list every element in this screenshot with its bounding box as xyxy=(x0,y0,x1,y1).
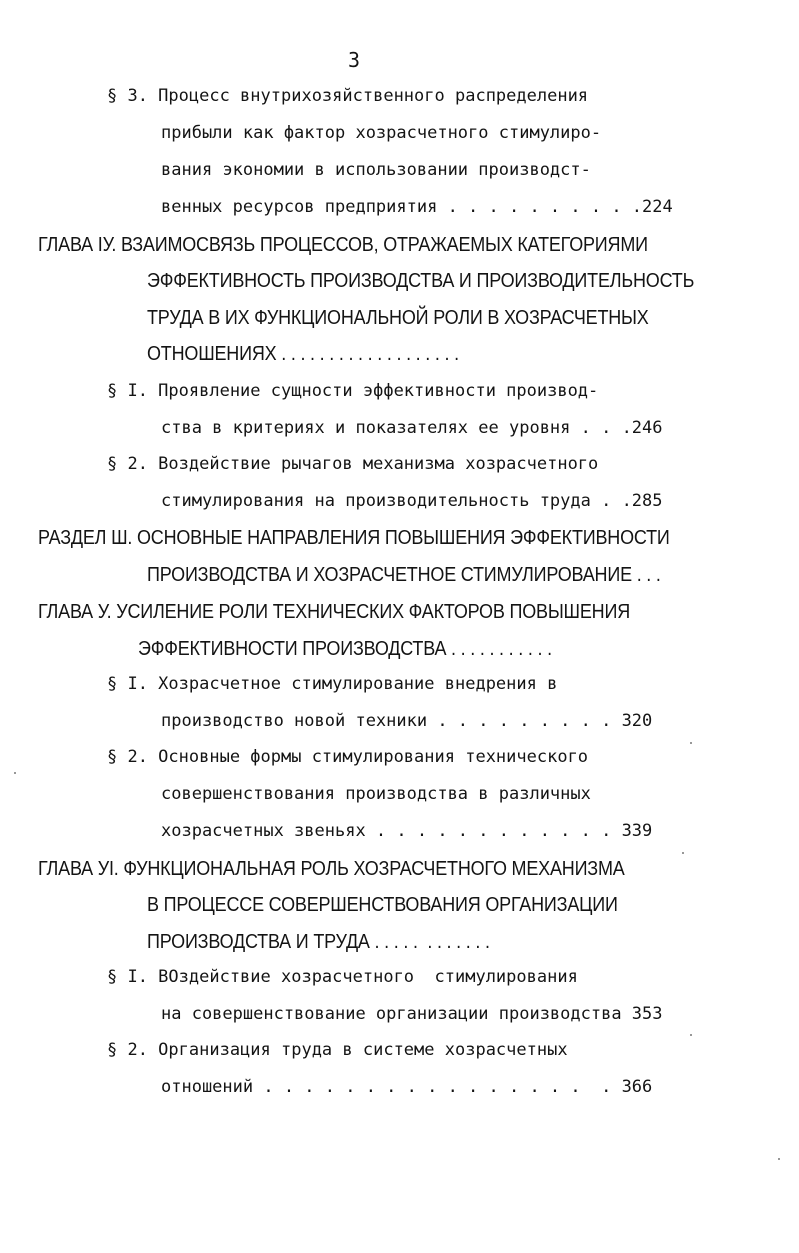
part-3-heading-line-2: ПРОИЗВОДСТВА И ХОЗРАСЧЕТНОЕ СТИМУЛИРОВАНИЕ . . . xyxy=(147,562,661,586)
scan-speck xyxy=(14,772,16,774)
toc-entry-ch5-section-2-line-3: хозрасчетных звеньях . . . . . . . . . . . . 339 xyxy=(161,821,653,841)
toc-entry-ch6-section-2-line-2: отношений . . . . . . . . . . . . . . . . . 366 xyxy=(161,1077,653,1097)
toc-entry-ch5-section-1-line-1: § I. Хозрасчетное стимулирование внедрения в xyxy=(107,674,558,694)
toc-entry-ch4-section-1-line-2: ства в критериях и показателях ее уровня . . .246 xyxy=(161,418,663,438)
toc-entry-section-3-line-4: венных ресурсов предприятия . . . . . . . . . .224 xyxy=(161,197,673,217)
chapter-5-heading-line-1: ГЛАВА У. УСИЛЕНИЕ РОЛИ ТЕХНИЧЕСКИХ ФАКТОРОВ ПОВЫШЕНИЯ xyxy=(38,599,630,623)
toc-entry-ch4-section-2-line-2: стимулирования на производительность труда . .285 xyxy=(161,491,663,511)
toc-entry-ch5-section-2-line-1: § 2. Основные формы стимулирования технического xyxy=(107,747,589,767)
chapter-4-heading-line-2: ЭФФЕКТИВНОСТЬ ПРОИЗВОДСТВА И ПРОИЗВОДИТЕЛЬНОСТЬ xyxy=(147,268,695,292)
toc-entry-ch5-section-2-line-2: совершенствования производства в различных xyxy=(161,784,591,804)
toc-entry-section-3-line-3: вания экономии в использовании производст- xyxy=(161,160,591,180)
scan-speck xyxy=(690,742,692,744)
page-number: 3 xyxy=(348,48,361,72)
chapter-4-heading-line-1: ГЛАВА IУ. ВЗАИМОСВЯЗЬ ПРОЦЕССОВ, ОТРАЖАЕМЫХ КАТЕГОРИЯМИ xyxy=(38,232,648,256)
chapter-6-heading-line-1: ГЛАВА УI. ФУНКЦИОНАЛЬНАЯ РОЛЬ ХОЗРАСЧЕТНОГО МЕХАНИЗМА xyxy=(38,856,625,880)
toc-entry-ch6-section-1-line-1: § I. ВОздействие хозрасчетного стимулирования xyxy=(107,967,578,987)
toc-entry-section-3-line-1: § 3. Процесс внутрихозяйственного распределения xyxy=(107,86,589,106)
chapter-6-heading-line-2: В ПРОЦЕССЕ СОВЕРШЕНСТВОВАНИЯ ОРГАНИЗАЦИИ xyxy=(147,892,618,916)
chapter-4-heading-line-4: ОТНОШЕНИЯХ . . . . . . . . . . . . . . . . . . . xyxy=(147,341,459,365)
chapter-6-heading-line-3: ПРОИЗВОДСТВА И ТРУДА . . . . . . . . . . . . xyxy=(147,929,490,953)
toc-entry-ch4-section-2-line-1: § 2. Воздействие рычагов механизма хозрасчетного xyxy=(107,454,599,474)
part-3-heading-line-1: РАЗДЕЛ Ш. ОСНОВНЫЕ НАПРАВЛЕНИЯ ПОВЫШЕНИЯ ЭФФЕКТИВНОСТИ xyxy=(38,525,670,549)
toc-entry-ch5-section-1-line-2: производство новой техники . . . . . . . . . 320 xyxy=(161,711,653,731)
toc-entry-ch4-section-1-line-1: § I. Проявление сущности эффективности производ- xyxy=(107,381,599,401)
toc-entry-ch6-section-1-line-2: на совершенствование организации производства 353 xyxy=(161,1004,663,1024)
scan-speck xyxy=(778,1158,780,1160)
scan-speck xyxy=(682,852,684,854)
scan-speck xyxy=(690,1034,692,1036)
chapter-5-heading-line-2: ЭФФЕКТИВНОСТИ ПРОИЗВОДСТВА . . . . . . . . . . . xyxy=(138,636,552,660)
toc-entry-section-3-line-2: прибыли как фактор хозрасчетного стимулиро- xyxy=(161,123,602,143)
chapter-4-heading-line-3: ТРУДА В ИХ ФУНКЦИОНАЛЬНОЙ РОЛИ В ХОЗРАСЧЕТНЫХ xyxy=(147,305,649,329)
toc-entry-ch6-section-2-line-1: § 2. Организация труда в системе хозрасчетных xyxy=(107,1040,568,1060)
